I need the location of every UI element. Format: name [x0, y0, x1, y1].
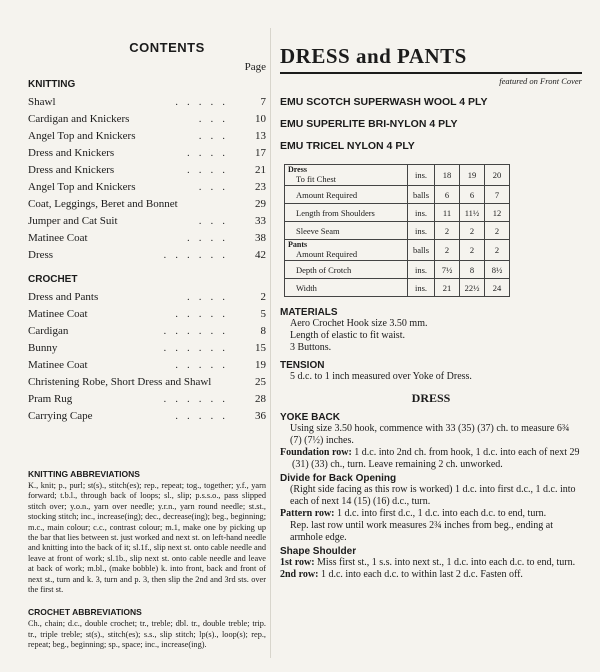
table-cell: Sleeve Seam [285, 222, 408, 240]
size-table [284, 164, 510, 297]
pattern-row-text: 1 d.c. into first d.c., 1 d.c. into each d.c. to end, turn. [337, 508, 547, 519]
toc-page: 10 [255, 113, 266, 125]
knitting-abbreviations-heading: KNITTING ABBREVIATIONS [28, 469, 140, 479]
table-cell: Width [285, 279, 408, 297]
foundation-text: 1 d.c. into 2nd ch. from hook, 1 d.c. into each of next 29 (31) (33) ch., turn. Leave remaining 2 ch. unworked. [292, 447, 580, 470]
toc-page: 5 [260, 308, 266, 320]
tension-text: 5 d.c. to 1 inch measured over Yoke of Dress. [290, 371, 472, 382]
toc-title: Matinee Coat [28, 308, 88, 320]
table-cell: 2 [460, 222, 485, 240]
table-cell: 18 [435, 165, 460, 186]
table-cell: 7 [485, 186, 510, 204]
abbreviations-section [28, 469, 266, 651]
toc-item[interactable] [28, 374, 266, 391]
table-cell: 22½ [460, 279, 485, 297]
table-cell: 6 [435, 186, 460, 204]
toc-page: 2 [260, 291, 266, 303]
crochet-abbreviations-text: Ch., chain; d.c., double crochet; tr., treble; dbl. tr., double treble; trip. tr., triple treble; st(s)., stitch(es); s.s., slip stitch; lp(s)., loop(s); rep., repeat; beg., beginning; sp., space; inc., increase(ing). [28, 619, 266, 650]
toc-page: 42 [255, 249, 266, 261]
toc-title: Matinee Coat [28, 359, 88, 371]
toc-title: Coat, Leggings, Beret and Bonnet [28, 198, 178, 210]
knitting-list [28, 94, 266, 264]
toc-item[interactable]: Matinee Coat ..... 5 [28, 306, 266, 323]
materials-line: Aero Crochet Hook size 3.50 mm. [290, 318, 428, 329]
table-row [285, 279, 510, 297]
yoke-back-heading: YOKE BACK [280, 412, 341, 423]
foundation-label: Foundation row: [280, 447, 352, 458]
toc-page: 33 [255, 215, 266, 227]
toc-page: 7 [260, 96, 266, 108]
yarn-line: EMU SCOTCH SUPERWASH WOOL 4 PLY [280, 96, 488, 108]
toc-item[interactable]: Pram Rug ...... 28 [28, 391, 266, 408]
toc-item[interactable] [28, 196, 266, 213]
toc-item[interactable]: Matinee Coat .... 38 [28, 230, 266, 247]
table-row [285, 222, 510, 240]
table-cell: ins. [408, 279, 435, 297]
table-row [285, 240, 510, 261]
toc-title: Dress and Knickers [28, 164, 115, 176]
chest-label: To fit Chest [296, 174, 337, 184]
divide-heading: Divide for Back Opening [280, 473, 397, 484]
table-cell: ins. [408, 204, 435, 222]
pants-amount-label: Amount Required [296, 249, 358, 259]
repeat-text: Rep. last row until work measures 2¾ inches from beg., ending at armhole edge. [290, 520, 553, 543]
table-cell: 7½ [435, 261, 460, 279]
featured-note: featured on Front Cover [499, 76, 582, 86]
toc-title: Carrying Cape [28, 410, 93, 422]
table-cell: 19 [460, 165, 485, 186]
first-row-text: Miss first st., 1 s.s. into next st., 1 d.c. into each d.c. to end, turn. [317, 557, 576, 568]
toc-item[interactable]: Dress and Knickers .... 17 [28, 145, 266, 162]
pattern-row-label: Pattern row: [280, 508, 335, 519]
materials-line: Length of elastic to fit waist. [290, 330, 405, 341]
contents-column [28, 40, 266, 651]
toc-item[interactable]: Matinee Coat ..... 19 [28, 357, 266, 374]
toc-page: 29 [255, 198, 266, 210]
toc-item[interactable]: Dress and Knickers .... 21 [28, 162, 266, 179]
toc-page: 13 [255, 130, 266, 142]
table-row [285, 186, 510, 204]
table-cell: 8 [460, 261, 485, 279]
dress-label: Dress [288, 165, 307, 174]
table-cell: 2 [485, 222, 510, 240]
toc-item[interactable]: Dress ...... 42 [28, 247, 266, 264]
toc-item[interactable]: Cardigan ...... 8 [28, 323, 266, 340]
table-cell: Depth of Crotch [285, 261, 408, 279]
toc-item[interactable]: Angel Top and Knickers ... 13 [28, 128, 266, 145]
toc-page: 36 [255, 410, 266, 422]
table-cell: Amount Required [285, 186, 408, 204]
toc-title: Jumper and Cat Suit [28, 215, 118, 227]
table-cell: 2 [435, 222, 460, 240]
toc-title: Cardigan [28, 325, 69, 337]
table-cell: 11 [435, 204, 460, 222]
materials-line: 3 Buttons. [290, 342, 332, 353]
second-row [280, 569, 582, 581]
yarn-line: EMU TRICEL NYLON 4 PLY [280, 140, 415, 152]
tension-heading: TENSION [280, 360, 325, 371]
contents-title: CONTENTS [129, 40, 205, 55]
table-cell: 11½ [460, 204, 485, 222]
crochet-heading: CROCHET [28, 274, 78, 285]
table-cell: balls [408, 186, 435, 204]
toc-page: 38 [255, 232, 266, 244]
table-cell: ins. [408, 165, 435, 186]
toc-page: 28 [255, 393, 266, 405]
toc-title: Dress [28, 249, 54, 261]
toc-title: Bunny [28, 342, 58, 354]
foundation-row [280, 447, 582, 471]
table-cell: 8½ [485, 261, 510, 279]
first-row [280, 557, 582, 569]
table-cell: 12 [485, 204, 510, 222]
table-row [285, 165, 510, 186]
toc-item[interactable]: Cardigan and Knickers ... 10 [28, 111, 266, 128]
table-cell: Length from Shoulders [285, 204, 408, 222]
toc-title: Angel Top and Knickers [28, 130, 136, 142]
table-cell: 24 [485, 279, 510, 297]
table-cell: 21 [435, 279, 460, 297]
divide-text: (Right side facing as this row is worked) 1 d.c. into first d.c., 1 d.c. into each of next 14 (15) (16) d.c., turn. [290, 484, 576, 507]
toc-title: Christening Robe, Short Dress and Shawl [28, 376, 212, 388]
crochet-abbreviations-heading: CROCHET ABBREVIATIONS [28, 607, 142, 618]
table-cell: 2 [460, 240, 485, 261]
toc-item[interactable]: Jumper and Cat Suit ... 33 [28, 213, 266, 230]
toc-title: Shawl [28, 96, 56, 108]
pattern-title: DRESS and PANTS [280, 44, 467, 68]
toc-title: Pram Rug [28, 393, 73, 405]
knitting-heading: KNITTING [28, 79, 76, 90]
toc-page: 19 [255, 359, 266, 371]
toc-page: 21 [255, 164, 266, 176]
table-cell: 2 [435, 240, 460, 261]
shape-shoulder-heading: Shape Shoulder [280, 546, 357, 557]
title-rule [280, 72, 582, 74]
toc-item[interactable]: Carrying Cape ..... 36 [28, 408, 266, 425]
toc-item[interactable]: Bunny ...... 15 [28, 340, 266, 357]
table-cell: 20 [485, 165, 510, 186]
page-column-label: Page [244, 61, 266, 73]
second-row-text: 1 d.c. into each d.c. to within last 2 d.c. Fasten off. [320, 569, 523, 580]
pattern-column [280, 44, 582, 581]
table-cell: 6 [460, 186, 485, 204]
toc-title: Cardigan and Knickers [28, 113, 130, 125]
pattern-row [280, 508, 582, 520]
toc-title: Matinee Coat [28, 232, 88, 244]
column-divider [270, 28, 271, 658]
toc-page: 23 [255, 181, 266, 193]
toc-page: 15 [255, 342, 266, 354]
toc-page: 25 [255, 376, 266, 388]
table-row [285, 261, 510, 279]
toc-title: Angel Top and Knickers [28, 181, 136, 193]
yarn-line: EMU SUPERLITE BRI-NYLON 4 PLY [280, 118, 458, 130]
knitting-abbreviations-text: K., knit; p., purl; st(s)., stitch(es); rep., repeat; tog., together; y.f., yarn forward; t.b.l., through back of loops; sl., slip; p.s.s.o., pass slipped stitch over; y.o.n., yarn over needle; y.r.n., yarn round needle; st.st., stocking stitch; inc., increase(ing); dec., decrease(ing); beg., beginning; m.c., main colour; c.c., contrast colour; m.1, make one by picking up the bar that lies between st. just worked and next st. on left-hand needle and knitting into the back of it; sl.1f., slip next st. onto cable needle and leave at front of work; sl.1b., slip next st. onto cable needle and leave at back of work; m.bl., (make bobble) k. into front, back and front of next st., turn and k. 3, turn and p. 3, then slip the 2nd and 3rd sts. over the first st. [28, 481, 266, 595]
second-row-label: 2nd row: [280, 569, 319, 580]
toc-item[interactable]: Shawl ..... 7 [28, 94, 266, 111]
materials-heading: MATERIALS [280, 307, 338, 318]
dress-heading: DRESS [411, 391, 451, 405]
toc-item[interactable]: Angel Top and Knickers ... 23 [28, 179, 266, 196]
table-row [285, 204, 510, 222]
first-row-label: 1st row: [280, 557, 315, 568]
yoke-intro: Using size 3.50 hook, commence with 33 (35) (37) ch. to measure 6¾ (7) (7½) inches. [290, 423, 570, 446]
pants-label: Pants [288, 240, 308, 249]
crochet-list [28, 289, 266, 425]
table-cell: ins. [408, 222, 435, 240]
table-cell: ins. [408, 261, 435, 279]
toc-page: 8 [260, 325, 266, 337]
toc-title: Dress and Pants [28, 291, 99, 303]
toc-item[interactable]: Dress and Pants .... 2 [28, 289, 266, 306]
table-cell: balls [408, 240, 435, 261]
toc-page: 17 [255, 147, 266, 159]
table-cell: 2 [485, 240, 510, 261]
toc-title: Dress and Knickers [28, 147, 115, 159]
